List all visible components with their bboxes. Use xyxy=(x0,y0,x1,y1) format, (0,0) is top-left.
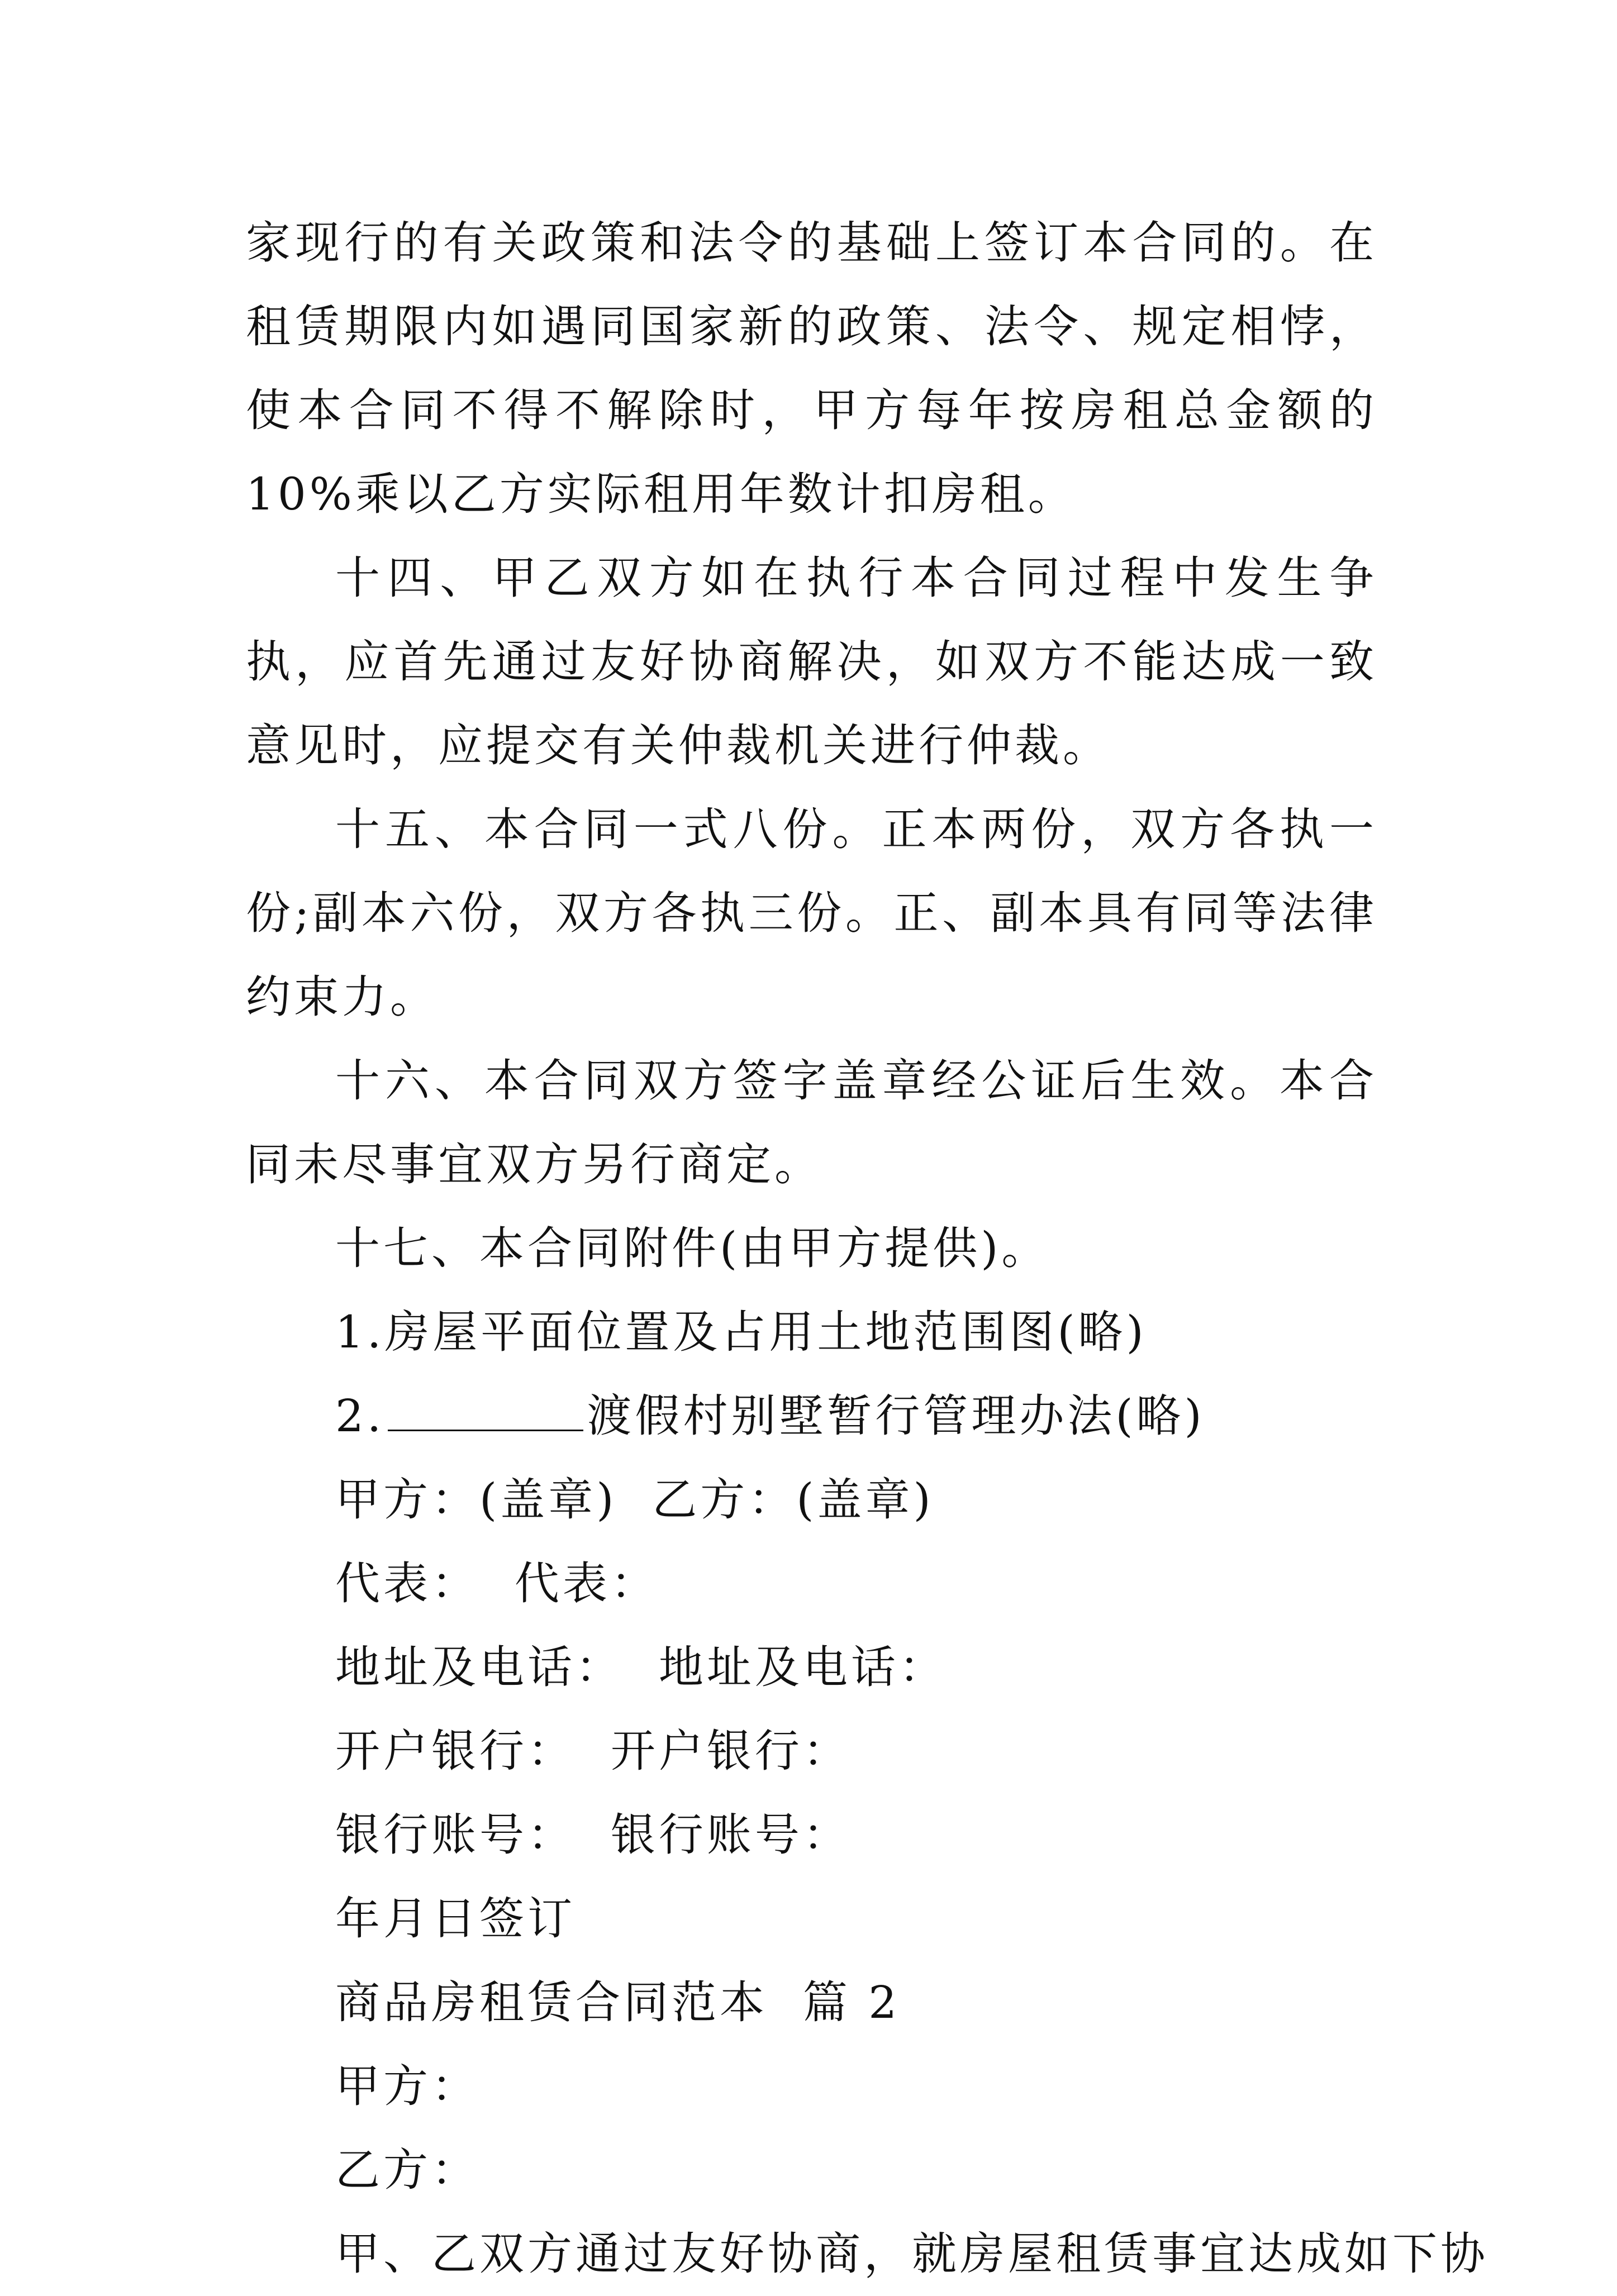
party-a-line: 甲方： xyxy=(335,2060,479,2112)
signature-account-line: 银行账号： 银行账号： xyxy=(335,1809,851,1861)
paragraph-clause-16: 十六、本合同双方签字盖章经公证后生效。本合同未尽事宜双方另行商定。 xyxy=(246,1055,1377,1190)
paragraph-clause-14: 十四、甲乙双方如在执行本合同过程中发生争执，应首先通过友好协商解决，如双方不能达成一致意见时，应提交有关仲裁机关进行仲裁。 xyxy=(246,552,1377,771)
signature-address-line: 地址及电话： 地址及电话： xyxy=(335,1641,947,1693)
attachment-item-1: 1.房屋平面位置及占用土地范围图(略) xyxy=(335,1306,1147,1358)
paragraph-clause-15: 十五、本合同一式八份。正本两份，双方各执一份;副本六份，双方各执三份。正、副本具有同等法律约束力。 xyxy=(246,803,1377,1023)
blank-underline xyxy=(388,1390,583,1431)
document-body xyxy=(246,201,1488,2296)
signing-date-line: 年月日签订 xyxy=(335,1893,576,1945)
section-2-title: 商品房租赁合同范本 篇 2 xyxy=(335,1976,901,2028)
attachment-item-2 xyxy=(246,1374,1377,1458)
attachment-item-2-text: 渡假村别墅暂行管理办法(略) xyxy=(587,1390,1205,1442)
paragraph-clause-17: 十七、本合同附件(由甲方提供)。 xyxy=(335,1222,1050,1274)
paragraph-policy-clause: 家现行的有关政策和法令的基础上签订本合同的。在租赁期限内如遇同国家新的政策、法令、规定相悖，使本合同不得不解除时，甲方每年按房租总金额的10%乘以乙方实际租用年数计扣房租。 xyxy=(246,217,1377,520)
agreement-intro-line: 甲、乙双方通过友好协商，就房屋租赁事宜达成如下协 xyxy=(335,2228,1488,2280)
signature-representative-line: 代表： 代表： xyxy=(335,1557,659,1609)
party-b-line: 乙方： xyxy=(335,2144,479,2196)
attachment-item-2-number: 2. xyxy=(335,1390,385,1442)
signature-seal-line: 甲方：(盖章) 乙方：(盖章) xyxy=(335,1474,934,1526)
signature-bank-line: 开户银行： 开户银行： xyxy=(335,1725,851,1777)
